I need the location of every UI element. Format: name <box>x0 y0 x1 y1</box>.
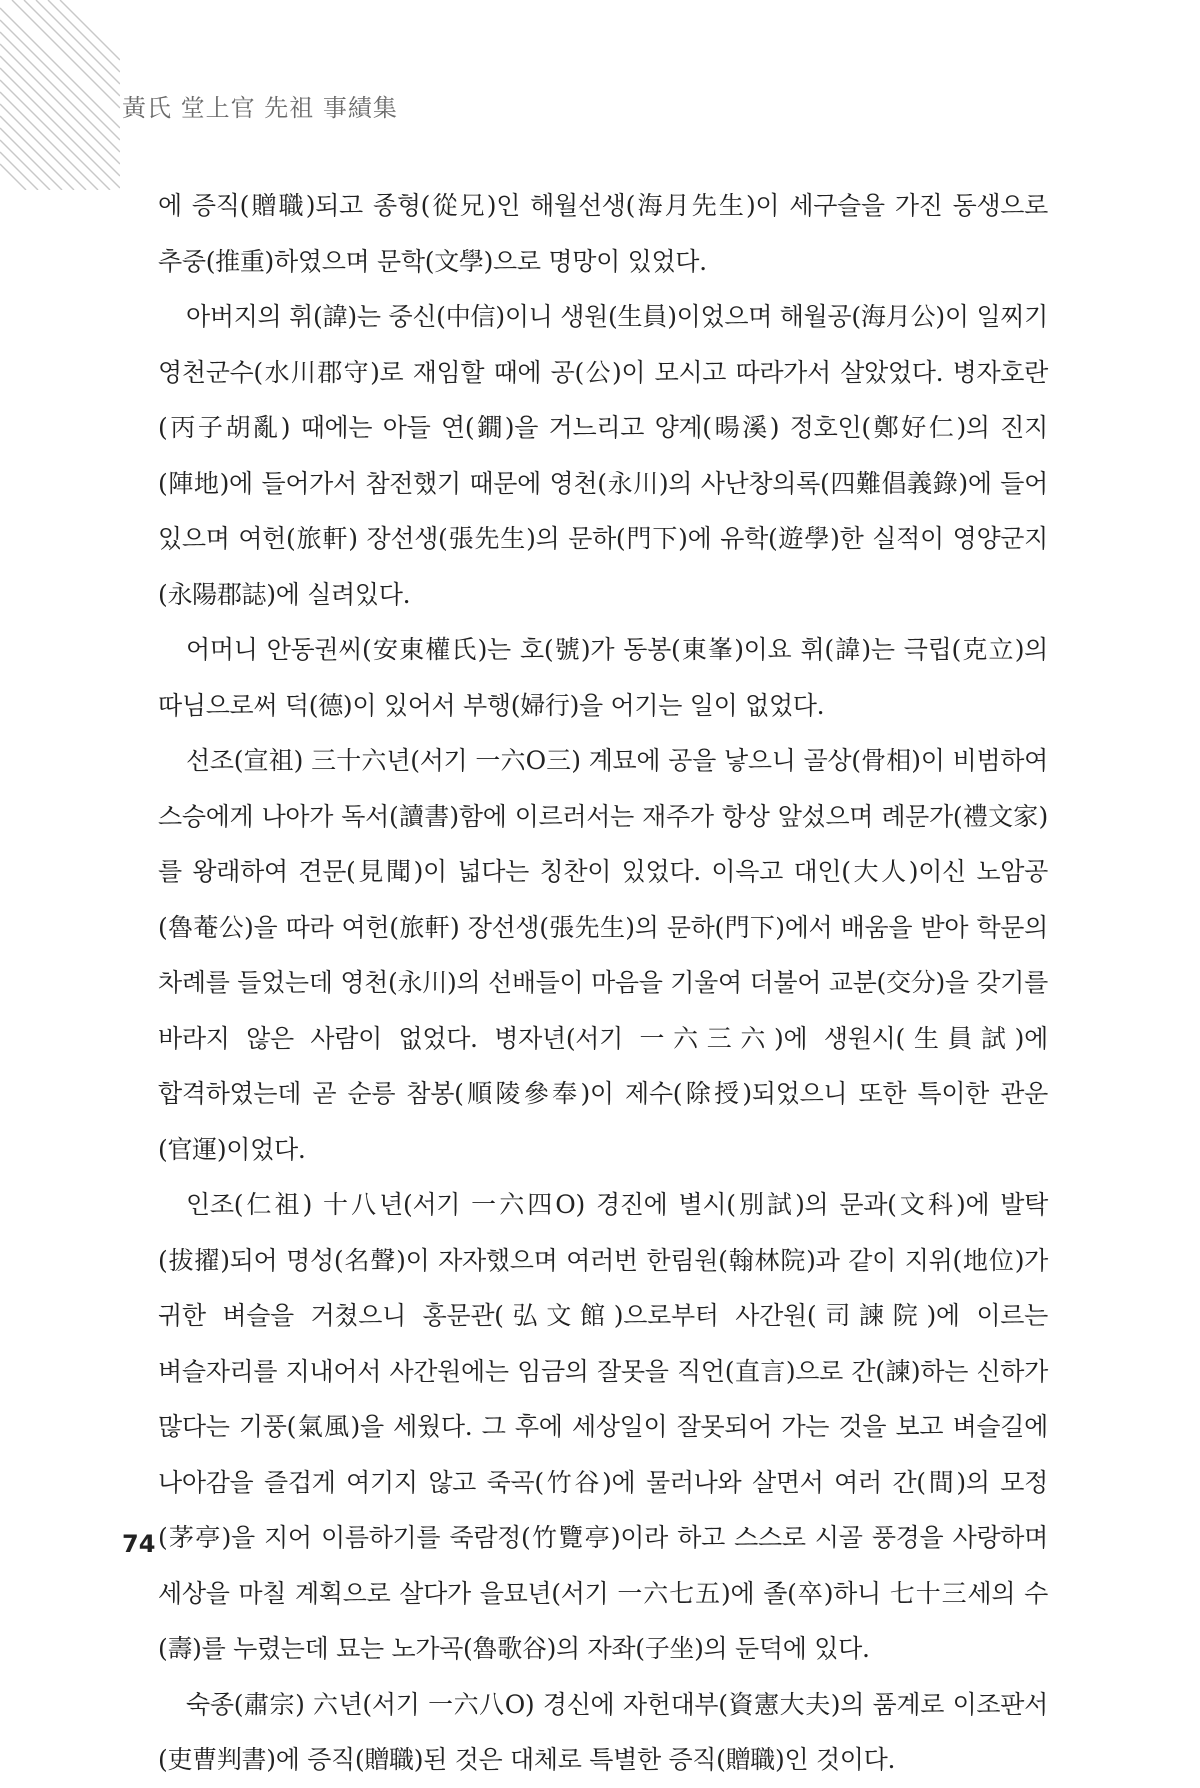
paragraph-posthumous-honor: 숙종(肅宗) 六년(서기 一六八O) 경신에 자헌대부(資憲大夫)의 품계로 이조판서(吏曹判書)에 증직(贈職)된 것은 대체로 특별한 증직(贈職)인 것이다. <box>158 1689 1048 1774</box>
paragraph-career: 인조(仁祖) 十八년(서기 一六四O) 경진에 별시(別試)의 문과(文科)에 발탁(拔擢)되어 명성(名聲)이 자자했으며 여러번 한림원(翰林院)과 같이 지위(地位)가 귀한 벼슬을 거쳤으니 홍문관(弘文館)으로부터 사간원(司諫院)에 이르는 벼슬자리를 지내어서 사간원에는 임금의 잘못을 직언(直言)으로 간(諫)하는 신하가 많다는 기풍(氣風)을 세웠다. 그 후에 세상일이 잘못되어 가는 것을 보고 벼슬길에 나아감을 즐겁게 여기지 않고 죽곡(竹谷)에 물러나와 살면서 여러 간(間)의 모정(茅亭)을 지어 이름하기를 죽람정(竹覽亭)이라 하고 스스로 시골 풍경을 사랑하며 세상을 마칠 계획으로 살다가 을묘년(서기 一六七五)에 졸(卒)하니 七十三세의 수(壽)를 누렸는데 묘는 노가곡(魯歌谷)의 자좌(子坐)의 둔덕에 있다. <box>158 1190 1048 1663</box>
decorative-corner-stripes <box>0 0 120 190</box>
paragraph-birth-education: 선조(宣祖) 三十六년(서기 一六O三) 계묘에 공을 낳으니 골상(骨相)이 비범하여 스승에게 나아가 독서(讀書)함에 이르러서는 재주가 항상 앞섰으며 례문가(禮文家)를 왕래하여 견문(見聞)이 넓다는 칭찬이 있었다. 이윽고 대인(大人)이신 노암공(魯菴公)을 따라 여헌(旅軒) 장선생(張先生)의 문하(門下)에서 배움을 받아 학문의 차례를 들었는데 영천(永川)의 선배들이 마음을 기울여 더불어 교분(交分)을 갖기를 바라지 않은 사람이 없었다. 병자년(서기 一六三六)에 생원시(生員試)에 합격하였는데 곧 순릉 참봉(順陵參奉)이 제수(除授)되었으니 또한 특이한 관운(官運)이었다. <box>158 746 1048 1164</box>
paragraph-mother: 어머니 안동권씨(安東權氏)는 호(號)가 동봉(東峯)이요 휘(諱)는 극립(克立)의 따님으로써 덕(德)이 있어서 부행(婦行)을 어기는 일이 없었다. <box>158 635 1048 720</box>
paragraph-continuation: 에 증직(贈職)되고 종형(從兄)인 해월선생(海月先生)이 세구슬을 가진 동생으로 추중(推重)하였으며 문학(文學)으로 명망이 있었다. <box>158 191 1048 276</box>
body-text <box>158 178 1048 1788</box>
page-number: 74 <box>122 1530 156 1558</box>
paragraph-father: 아버지의 휘(諱)는 중신(中信)이니 생원(生員)이었으며 해월공(海月公)이 일찌기 영천군수(水川郡守)로 재임할 때에 공(公)이 모시고 따라가서 살았었다. 병자호란(丙子胡亂) 때에는 아들 연(鐗)을 거느리고 양계(暘溪) 정호인(鄭好仁)의 진지(陣地)에 들어가서 참전했기 때문에 영천(永川)의 사난창의록(四難倡義錄)에 들어 있으며 여헌(旅軒) 장선생(張先生)의 문하(門下)에 유학(遊學)한 실적이 영양군지(永陽郡誌)에 실려있다. <box>158 302 1048 609</box>
running-header-title: 黃氏 堂上官 先祖 事績集 <box>122 94 398 122</box>
